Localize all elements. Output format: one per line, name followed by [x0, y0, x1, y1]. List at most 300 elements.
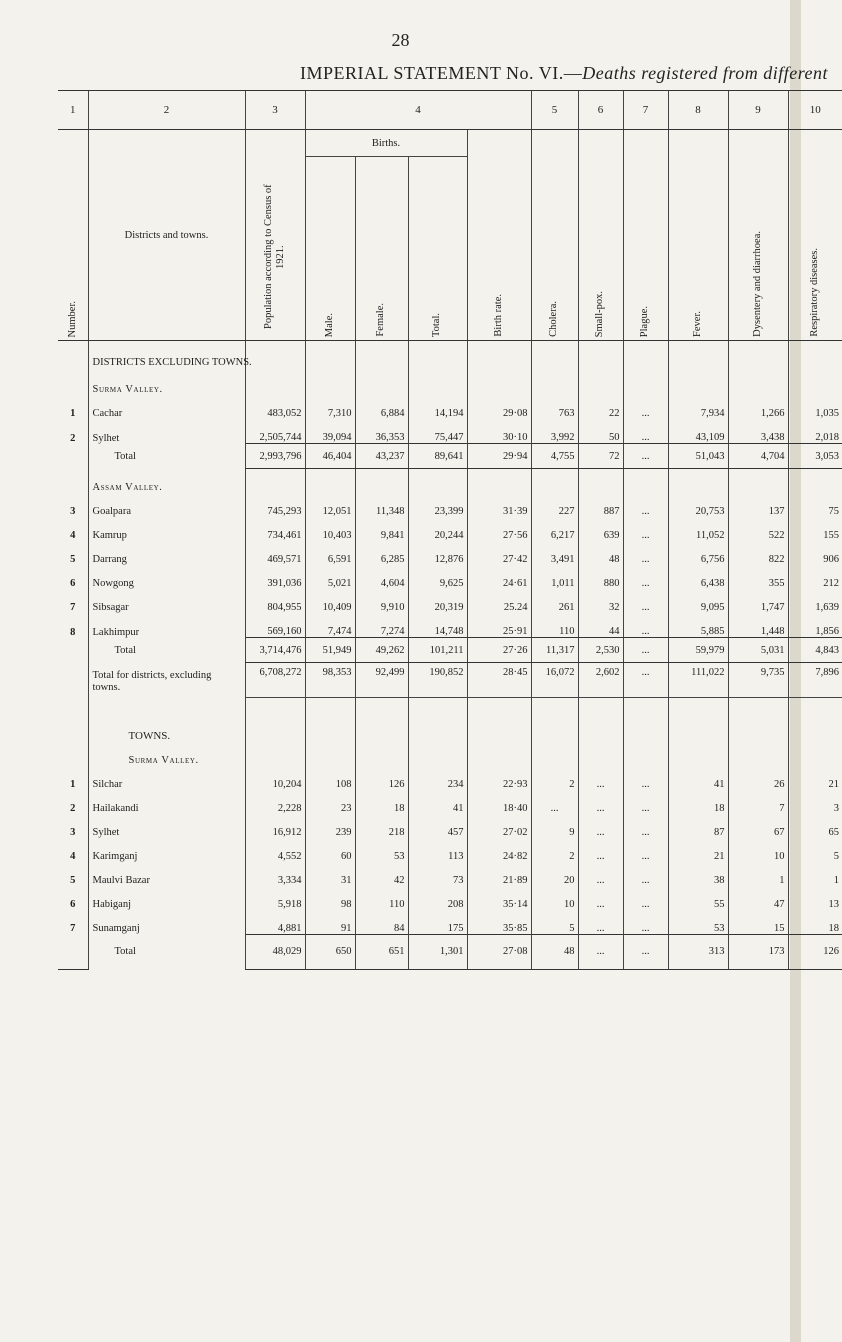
small-pox-total-cell: 2,602: [578, 663, 623, 698]
row-label: Habiganj: [92, 898, 131, 910]
birth-rate-total-cell: 29·94: [467, 444, 531, 469]
fever-cell: 41: [668, 766, 728, 790]
population-cell: 2,505,744: [245, 419, 305, 444]
fever-total-cell: 59,979: [668, 638, 728, 663]
row-number: 5: [70, 554, 76, 565]
male-births-cell: 7,474: [305, 613, 355, 638]
cholera-cell: 20: [531, 862, 578, 886]
female-births-cell: 110: [355, 886, 408, 910]
fever-cell: 6,438: [668, 565, 728, 589]
male-births-total-cell: 51,949: [305, 638, 355, 663]
plague-cell: ...: [623, 886, 668, 910]
colnum-8: 8: [668, 91, 728, 130]
small-pox-cell: 887: [578, 493, 623, 517]
small-pox-cell: 639: [578, 517, 623, 541]
row-label: Cachar: [92, 408, 123, 419]
plague-cell: ...: [623, 419, 668, 444]
towns-total-label: Total: [88, 934, 245, 969]
fever-total-cell: 313: [668, 934, 728, 969]
table-row: [58, 766, 842, 790]
row-number: 5: [70, 874, 76, 886]
towns-total-rows: [58, 934, 842, 969]
section-heading-row: [58, 341, 842, 372]
female-births-cell: 126: [355, 766, 408, 790]
female-births-cell: 9,841: [355, 517, 408, 541]
small-pox-cell: ...: [578, 838, 623, 862]
cholera-total-cell: 11,317: [531, 638, 578, 663]
table-row: [58, 910, 842, 935]
total-births-cell: 20,319: [408, 589, 467, 613]
respiratory-total-cell: 7,896: [788, 663, 842, 698]
dysentery-cell: 7: [728, 790, 788, 814]
male-births-cell: 12,051: [305, 493, 355, 517]
district-name: [88, 517, 245, 541]
table-row: [58, 814, 842, 838]
row-number: 2: [70, 802, 76, 814]
plague-cell: ...: [623, 395, 668, 419]
female-births-cell: 18: [355, 790, 408, 814]
male-births-cell: 6,591: [305, 541, 355, 565]
dysentery-cell: 1,448: [728, 613, 788, 638]
dysentery-cell: 3,438: [728, 419, 788, 444]
row-label: Goalpara: [92, 506, 131, 517]
male-births-cell: 31: [305, 862, 355, 886]
total-births-cell: 75,447: [408, 419, 467, 444]
male-births-cell: 239: [305, 814, 355, 838]
cholera-total-cell: 16,072: [531, 663, 578, 698]
total-births-cell: 41: [408, 790, 467, 814]
row-label: Sunamganj: [92, 923, 140, 934]
total-births-cell: 73: [408, 862, 467, 886]
dysentery-cell: 10: [728, 838, 788, 862]
row-number: 1: [70, 778, 76, 790]
districts-excluding-towns-heading: DISTRICTS EXCLUDING TOWNS.: [88, 341, 245, 372]
birth-rate-cell: 27·02: [467, 814, 531, 838]
plague-cell: ...: [623, 814, 668, 838]
total-row: [58, 934, 842, 969]
small-pox-cell: ...: [578, 766, 623, 790]
towns-heading: TOWNS.: [88, 698, 245, 742]
small-pox-cell: 32: [578, 589, 623, 613]
respiratory-cell: 1: [788, 862, 842, 886]
surma-valley-heading: Surma Valley.: [88, 371, 245, 395]
female-births-total-cell: 49,262: [355, 638, 408, 663]
female-births-cell: 84: [355, 910, 408, 935]
male-births-cell: 39,094: [305, 419, 355, 444]
dysentery-cell: 15: [728, 910, 788, 935]
total-births-cell: 20,244: [408, 517, 467, 541]
surma-district-rows: [58, 395, 842, 444]
dysentery-total-cell: 4,704: [728, 444, 788, 469]
cholera-cell: 6,217: [531, 517, 578, 541]
plague-total-cell: ...: [623, 663, 668, 698]
population-total-cell: 3,714,476: [245, 638, 305, 663]
respiratory-cell: 2,018: [788, 419, 842, 444]
assam-heading-body: [58, 469, 842, 494]
row-number: 7: [70, 923, 76, 934]
population-header: Population according to Census of 1921.: [245, 130, 305, 341]
row-label: Sibsagar: [92, 602, 129, 613]
fever-total-cell: 51,043: [668, 444, 728, 469]
table-row: [58, 838, 842, 862]
row-label: Hailakandi: [92, 802, 139, 814]
table-row: [58, 886, 842, 910]
town-name: [88, 886, 245, 910]
table-row: [58, 395, 842, 419]
cholera-header: Cholera.: [531, 130, 578, 341]
respiratory-cell: 5: [788, 838, 842, 862]
towns-heading-row: [58, 698, 842, 742]
fever-cell: 55: [668, 886, 728, 910]
total-births-cell: 14,748: [408, 613, 467, 638]
total-births-cell: 12,876: [408, 541, 467, 565]
colnum-2: 2: [88, 91, 245, 130]
row-label: Maulvi Bazar: [92, 874, 150, 886]
dysentery-header: Dysentery and diarrhoea.: [728, 130, 788, 341]
cholera-cell: 2: [531, 838, 578, 862]
districts-header: Districts and towns.: [88, 130, 245, 341]
small-pox-cell: 22: [578, 395, 623, 419]
total-births-cell: 208: [408, 886, 467, 910]
respiratory-cell: 18: [788, 910, 842, 935]
female-births-total-cell: 43,237: [355, 444, 408, 469]
fever-cell: 11,052: [668, 517, 728, 541]
respiratory-cell: 212: [788, 565, 842, 589]
total-header: Total.: [408, 157, 467, 341]
table-row: [58, 565, 842, 589]
birth-rate-cell: 27·56: [467, 517, 531, 541]
colnum-7: 7: [623, 91, 668, 130]
small-pox-cell: ...: [578, 910, 623, 935]
small-pox-cell: ...: [578, 814, 623, 838]
cholera-cell: 3,992: [531, 419, 578, 444]
cholera-cell: 2: [531, 766, 578, 790]
fever-cell: 53: [668, 910, 728, 935]
male-births-total-cell: 650: [305, 934, 355, 969]
town-name: [88, 838, 245, 862]
table-row: [58, 541, 842, 565]
birth-rate-total-cell: 28·45: [467, 663, 531, 698]
plague-total-cell: ...: [623, 638, 668, 663]
surma-total-rows: [58, 444, 842, 469]
assam-valley-heading: Assam Valley.: [88, 469, 245, 494]
fever-cell: 18: [668, 790, 728, 814]
town-rows: [58, 766, 842, 935]
fever-header: Fever.: [668, 130, 728, 341]
population-cell: 2,228: [245, 790, 305, 814]
birth-rate-cell: 31·39: [467, 493, 531, 517]
respiratory-cell: 3: [788, 790, 842, 814]
male-births-cell: 10,403: [305, 517, 355, 541]
surma-total-label: Total: [88, 444, 245, 469]
total-row: [58, 638, 842, 663]
dysentery-cell: 822: [728, 541, 788, 565]
table-body: [58, 341, 842, 396]
total-births-total-cell: 89,641: [408, 444, 467, 469]
table-row: [58, 589, 842, 613]
row-label: Lakhimpur: [92, 626, 140, 638]
female-births-total-cell: 651: [355, 934, 408, 969]
row-number-empty: [58, 638, 88, 663]
plague-cell: ...: [623, 565, 668, 589]
male-births-cell: 108: [305, 766, 355, 790]
population-cell: 804,955: [245, 589, 305, 613]
assam-total-rows: [58, 638, 842, 663]
birth-rate-header: Birth rate.: [467, 130, 531, 341]
table-row: [58, 862, 842, 886]
fever-total-cell: 111,022: [668, 663, 728, 698]
fever-cell: 7,934: [668, 395, 728, 419]
row-label: Nowgong: [92, 578, 134, 589]
cholera-cell: 763: [531, 395, 578, 419]
respiratory-cell: 155: [788, 517, 842, 541]
page-number: 28: [391, 30, 410, 50]
male-births-cell: 60: [305, 838, 355, 862]
cholera-total-cell: 48: [531, 934, 578, 969]
colnum-1: 1: [58, 91, 88, 130]
total-births-total-cell: 101,211: [408, 638, 467, 663]
male-births-cell: 98: [305, 886, 355, 910]
plague-cell: ...: [623, 910, 668, 935]
district-name: [88, 419, 245, 444]
population-cell: 469,571: [245, 541, 305, 565]
plague-cell: ...: [623, 541, 668, 565]
total-births-total-cell: 190,852: [408, 663, 467, 698]
respiratory-total-cell: 3,053: [788, 444, 842, 469]
cholera-cell: 3,491: [531, 541, 578, 565]
row-label: Silchar: [92, 778, 123, 790]
colnum-6: 6: [578, 91, 623, 130]
male-births-cell: 10,409: [305, 589, 355, 613]
total-births-cell: 457: [408, 814, 467, 838]
female-births-total-cell: 92,499: [355, 663, 408, 698]
total-births-cell: 14,194: [408, 395, 467, 419]
town-name: [88, 766, 245, 790]
cholera-cell: 261: [531, 589, 578, 613]
row-number: 3: [70, 826, 76, 838]
table-row: [58, 790, 842, 814]
colnum-10: 10: [788, 91, 842, 130]
dysentery-cell: 67: [728, 814, 788, 838]
plague-cell: ...: [623, 862, 668, 886]
total-births-cell: 175: [408, 910, 467, 935]
row-number: 1: [70, 408, 76, 419]
dysentery-cell: 1,266: [728, 395, 788, 419]
respiratory-total-cell: 4,843: [788, 638, 842, 663]
plague-cell: ...: [623, 790, 668, 814]
plague-cell: ...: [623, 766, 668, 790]
birth-rate-cell: 29·08: [467, 395, 531, 419]
respiratory-cell: 1,035: [788, 395, 842, 419]
female-births-cell: 53: [355, 838, 408, 862]
row-label: Karimganj: [92, 850, 138, 862]
plague-header: Plague.: [623, 130, 668, 341]
population-total-cell: 48,029: [245, 934, 305, 969]
cholera-cell: 10: [531, 886, 578, 910]
population-cell: 5,918: [245, 886, 305, 910]
female-births-cell: 42: [355, 862, 408, 886]
grand-total-label: Total for districts, excluding towns.: [88, 663, 245, 698]
female-births-cell: 9,910: [355, 589, 408, 613]
dysentery-cell: 1,747: [728, 589, 788, 613]
towns-surma-valley-heading: Surma Valley.: [88, 742, 245, 766]
row-label: Darrang: [92, 554, 127, 565]
male-births-total-cell: 46,404: [305, 444, 355, 469]
cholera-total-cell: 4,755: [531, 444, 578, 469]
small-pox-cell: ...: [578, 790, 623, 814]
population-cell: 16,912: [245, 814, 305, 838]
plague-total-cell: ...: [623, 444, 668, 469]
population-cell: 569,160: [245, 613, 305, 638]
colnum-4: 4: [305, 91, 531, 130]
total-births-total-cell: 1,301: [408, 934, 467, 969]
row-number-empty: [58, 444, 88, 469]
row-number: 2: [70, 432, 76, 444]
dysentery-cell: 522: [728, 517, 788, 541]
population-cell: 391,036: [245, 565, 305, 589]
birth-rate-cell: 24·82: [467, 838, 531, 862]
respiratory-header: Respiratory diseases.: [788, 130, 842, 341]
small-pox-cell: ...: [578, 886, 623, 910]
district-name: [88, 541, 245, 565]
population-cell: 4,881: [245, 910, 305, 935]
birth-rate-total-cell: 27·08: [467, 934, 531, 969]
dysentery-cell: 26: [728, 766, 788, 790]
row-number: 8: [70, 626, 76, 638]
district-name: [88, 395, 245, 419]
row-number: 3: [70, 506, 76, 517]
row-number: 6: [70, 578, 76, 589]
fever-cell: 38: [668, 862, 728, 886]
district-name: [88, 493, 245, 517]
total-row: [58, 663, 842, 698]
population-cell: 483,052: [245, 395, 305, 419]
town-name: [88, 790, 245, 814]
row-label: Sylhet: [92, 826, 120, 838]
birth-rate-cell: 30·10: [467, 419, 531, 444]
row-number: 4: [70, 530, 76, 541]
birth-rate-cell: 22·93: [467, 766, 531, 790]
total-births-cell: 113: [408, 838, 467, 862]
table-row: [58, 493, 842, 517]
respiratory-total-cell: 126: [788, 934, 842, 969]
male-births-cell: 23: [305, 790, 355, 814]
column-number-row: [58, 91, 842, 130]
colnum-9: 9: [728, 91, 788, 130]
subsection-row: [58, 742, 842, 766]
male-births-total-cell: 98,353: [305, 663, 355, 698]
district-name: [88, 565, 245, 589]
cholera-cell: 1,011: [531, 565, 578, 589]
plague-cell: ...: [623, 493, 668, 517]
respiratory-cell: 1,639: [788, 589, 842, 613]
town-name: [88, 814, 245, 838]
assam-total-label: Total: [88, 638, 245, 663]
female-births-cell: 6,285: [355, 541, 408, 565]
dysentery-total-cell: 5,031: [728, 638, 788, 663]
plague-total-cell: ...: [623, 934, 668, 969]
female-births-cell: 36,353: [355, 419, 408, 444]
birth-rate-cell: 27·42: [467, 541, 531, 565]
towns-heading-body: [58, 698, 842, 766]
fever-cell: 6,756: [668, 541, 728, 565]
row-label: Kamrup: [92, 530, 127, 541]
population-cell: 745,293: [245, 493, 305, 517]
fever-cell: 21: [668, 838, 728, 862]
total-births-cell: 23,399: [408, 493, 467, 517]
small-pox-cell: 50: [578, 419, 623, 444]
small-pox-total-cell: 72: [578, 444, 623, 469]
dysentery-cell: 355: [728, 565, 788, 589]
respiratory-cell: 65: [788, 814, 842, 838]
population-total-cell: 6,708,272: [245, 663, 305, 698]
birth-rate-cell: 24·61: [467, 565, 531, 589]
fever-cell: 20,753: [668, 493, 728, 517]
row-number: 4: [70, 850, 76, 862]
male-births-cell: 5,021: [305, 565, 355, 589]
dysentery-total-cell: 9,735: [728, 663, 788, 698]
subsection-row: [58, 469, 842, 494]
table-row: [58, 517, 842, 541]
fever-cell: 87: [668, 814, 728, 838]
cholera-cell: 9: [531, 814, 578, 838]
plague-cell: ...: [623, 838, 668, 862]
town-name: [88, 862, 245, 886]
header-row-1: [58, 130, 842, 157]
small-pox-total-cell: ...: [578, 934, 623, 969]
row-number: 7: [70, 602, 76, 613]
respiratory-cell: 906: [788, 541, 842, 565]
number-header: Number.: [58, 130, 88, 341]
population-cell: 4,552: [245, 838, 305, 862]
total-births-cell: 234: [408, 766, 467, 790]
statement-table: [58, 90, 842, 970]
cholera-cell: 227: [531, 493, 578, 517]
row-label: Sylhet: [92, 432, 120, 444]
population-cell: 3,334: [245, 862, 305, 886]
respiratory-cell: 75: [788, 493, 842, 517]
female-header: Female.: [355, 157, 408, 341]
births-header: Births.: [305, 130, 467, 157]
cholera-cell: ...: [531, 790, 578, 814]
fever-cell: 43,109: [668, 419, 728, 444]
colnum-5: 5: [531, 91, 578, 130]
plague-cell: ...: [623, 613, 668, 638]
respiratory-cell: 21: [788, 766, 842, 790]
row-number-empty: [58, 934, 88, 969]
female-births-cell: 7,274: [355, 613, 408, 638]
female-births-cell: 11,348: [355, 493, 408, 517]
dysentery-total-cell: 173: [728, 934, 788, 969]
birth-rate-cell: 21·89: [467, 862, 531, 886]
small-pox-header: Small-pox.: [578, 130, 623, 341]
subsection-row: [58, 371, 842, 395]
fever-cell: 5,885: [668, 613, 728, 638]
female-births-cell: 4,604: [355, 565, 408, 589]
birth-rate-cell: 35·85: [467, 910, 531, 935]
cholera-cell: 5: [531, 910, 578, 935]
small-pox-cell: 44: [578, 613, 623, 638]
town-name: [88, 910, 245, 935]
birth-rate-cell: 25·91: [467, 613, 531, 638]
dysentery-cell: 1: [728, 862, 788, 886]
birth-rate-cell: 35·14: [467, 886, 531, 910]
birth-rate-cell: 25.24: [467, 589, 531, 613]
small-pox-cell: 48: [578, 541, 623, 565]
cholera-cell: 110: [531, 613, 578, 638]
respiratory-cell: 1,856: [788, 613, 842, 638]
small-pox-total-cell: 2,530: [578, 638, 623, 663]
